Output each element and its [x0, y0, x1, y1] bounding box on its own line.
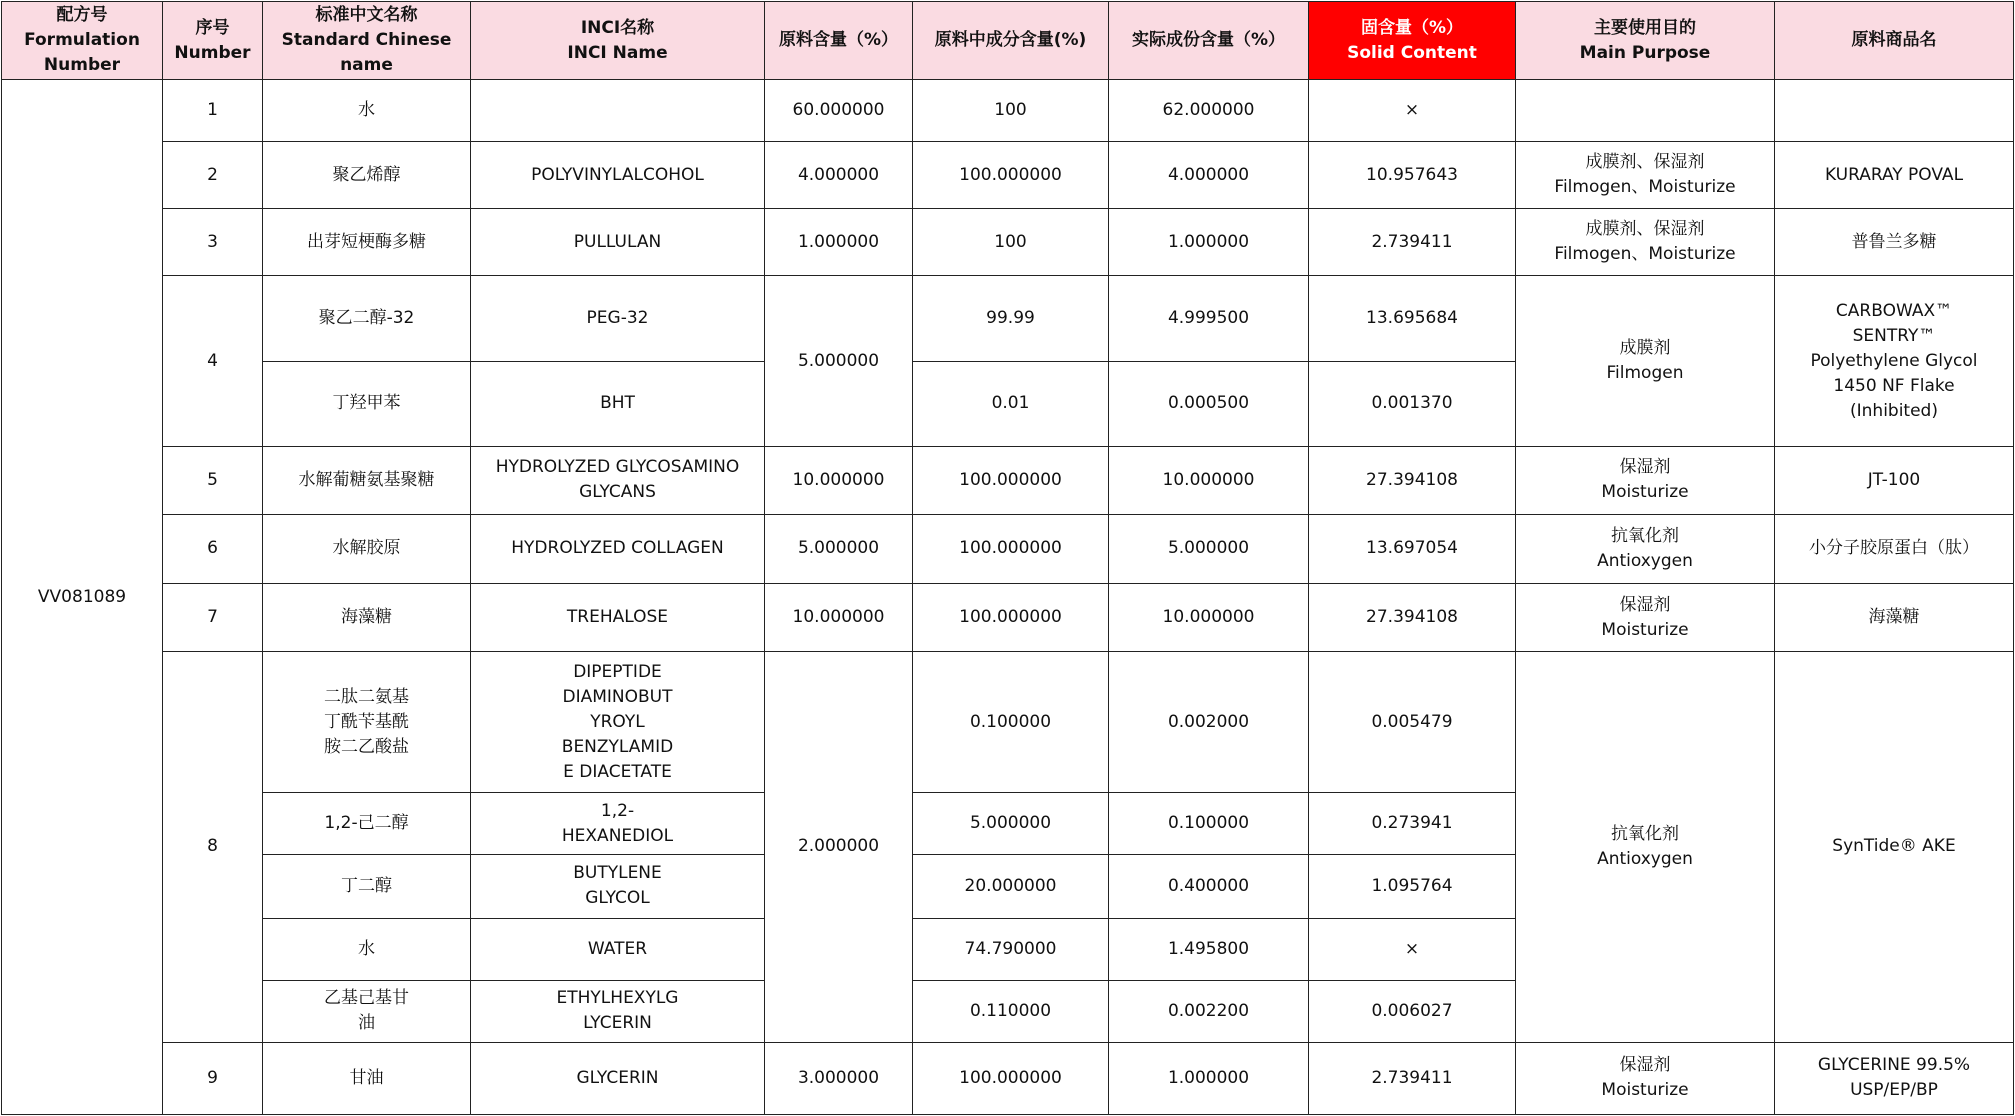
table-row [2, 80, 2014, 142]
solid-content-cell: 27.394108 [1309, 446, 1516, 514]
item-number: 2 [163, 142, 263, 209]
actual-content-cell: 0.002200 [1109, 980, 1309, 1042]
chinese-name-cell: 海藻糖 [263, 583, 471, 651]
solid-content-cell: 2.739411 [1309, 1042, 1516, 1114]
chinese-name-cell: 出芽短梗酶多糖 [263, 209, 471, 276]
header-solid-content: 固含量（%） Solid Content [1309, 2, 1516, 80]
item-number: 4 [163, 276, 263, 446]
component-content-cell: 100.000000 [913, 446, 1109, 514]
chinese-name-cell: 1,2-己二醇 [263, 793, 471, 855]
solid-content-cell: 0.005479 [1309, 652, 1516, 793]
raw-content-cell: 3.000000 [765, 1042, 913, 1114]
raw-content-cell: 5.000000 [765, 276, 913, 446]
actual-content-cell: 1.495800 [1109, 918, 1309, 980]
item-number: 7 [163, 583, 263, 651]
component-content-cell: 0.110000 [913, 980, 1109, 1042]
raw-content-cell: 10.000000 [765, 446, 913, 514]
main-purpose-cell: 保湿剂 Moisturize [1516, 446, 1775, 514]
raw-content-cell: 60.000000 [765, 80, 913, 142]
trade-name-cell: CARBOWAX™ SENTRY™ Polyethylene Glycol 1450 NF Flake (Inhibited) [1775, 276, 2014, 446]
inci-name-cell: POLYVINYLALCOHOL [471, 142, 765, 209]
component-content-cell: 0.01 [913, 361, 1109, 446]
table-row [2, 209, 2014, 276]
solid-content-cell: 0.273941 [1309, 793, 1516, 855]
actual-content-cell: 0.000500 [1109, 361, 1309, 446]
actual-content-cell: 10.000000 [1109, 583, 1309, 651]
solid-content-cell: × [1309, 918, 1516, 980]
component-content-cell: 100 [913, 80, 1109, 142]
main-purpose-cell: 成膜剂 Filmogen [1516, 276, 1775, 446]
header-actual-content: 实际成份含量（%） [1109, 2, 1309, 80]
chinese-name-cell: 二肽二氨基 丁酰苄基酰 胺二乙酸盐 [263, 652, 471, 793]
actual-content-cell: 4.999500 [1109, 276, 1309, 361]
solid-content-cell: 13.695684 [1309, 276, 1516, 361]
table-row [2, 446, 2014, 514]
main-purpose-cell: 成膜剂、保湿剂 Filmogen、Moisturize [1516, 142, 1775, 209]
raw-content-cell: 4.000000 [765, 142, 913, 209]
inci-name-cell [471, 80, 765, 142]
inci-name-cell: BHT [471, 361, 765, 446]
component-content-cell: 100.000000 [913, 142, 1109, 209]
main-purpose-cell: 保湿剂 Moisturize [1516, 583, 1775, 651]
main-purpose-cell: 抗氧化剂 Antioxygen [1516, 652, 1775, 1043]
table-row [2, 514, 2014, 583]
component-content-cell: 99.99 [913, 276, 1109, 361]
formulation-number-cell: VV081089 [2, 80, 163, 1115]
actual-content-cell: 5.000000 [1109, 514, 1309, 583]
component-content-cell: 100.000000 [913, 514, 1109, 583]
trade-name-cell: 小分子胶原蛋白（肽） [1775, 514, 2014, 583]
header-row [2, 2, 2014, 80]
actual-content-cell: 0.400000 [1109, 855, 1309, 918]
actual-content-cell: 10.000000 [1109, 446, 1309, 514]
actual-content-cell: 1.000000 [1109, 209, 1309, 276]
inci-name-cell: TREHALOSE [471, 583, 765, 651]
component-content-cell: 5.000000 [913, 793, 1109, 855]
item-number: 5 [163, 446, 263, 514]
solid-content-cell: 13.697054 [1309, 514, 1516, 583]
main-purpose-cell: 保湿剂 Moisturize [1516, 1042, 1775, 1114]
actual-content-cell: 62.000000 [1109, 80, 1309, 142]
table-row [2, 652, 2014, 793]
raw-content-cell: 1.000000 [765, 209, 913, 276]
solid-content-cell: × [1309, 80, 1516, 142]
raw-content-cell: 2.000000 [765, 652, 913, 1043]
inci-name-cell: HYDROLYZED COLLAGEN [471, 514, 765, 583]
actual-content-cell: 0.002000 [1109, 652, 1309, 793]
trade-name-cell: KURARAY POVAL [1775, 142, 2014, 209]
raw-content-cell: 5.000000 [765, 514, 913, 583]
trade-name-cell: SynTide® AKE [1775, 652, 2014, 1043]
inci-name-cell: BUTYLENE GLYCOL [471, 855, 765, 918]
header-trade-name: 原料商品名 [1775, 2, 2014, 80]
chinese-name-cell: 聚乙二醇-32 [263, 276, 471, 361]
trade-name-cell: GLYCERINE 99.5% USP/EP/BP [1775, 1042, 2014, 1114]
inci-name-cell: 1,2- HEXANEDIOL [471, 793, 765, 855]
chinese-name-cell: 丁羟甲苯 [263, 361, 471, 446]
inci-name-cell: DIPEPTIDE DIAMINOBUT YROYL BENZYLAMID E DIACETATE [471, 652, 765, 793]
chinese-name-cell: 聚乙烯醇 [263, 142, 471, 209]
solid-content-cell: 10.957643 [1309, 142, 1516, 209]
header-component-content: 原料中成分含量(%) [913, 2, 1109, 80]
inci-name-cell: WATER [471, 918, 765, 980]
component-content-cell: 100 [913, 209, 1109, 276]
trade-name-cell [1775, 80, 2014, 142]
solid-content-cell: 0.001370 [1309, 361, 1516, 446]
formulation-table [1, 1, 2014, 1115]
header-main-purpose: 主要使用目的 Main Purpose [1516, 2, 1775, 80]
component-content-cell: 74.790000 [913, 918, 1109, 980]
component-content-cell: 100.000000 [913, 583, 1109, 651]
table-row [2, 1042, 2014, 1114]
header-raw-content: 原料含量（%） [765, 2, 913, 80]
component-content-cell: 20.000000 [913, 855, 1109, 918]
inci-name-cell: HYDROLYZED GLYCOSAMINO GLYCANS [471, 446, 765, 514]
chinese-name-cell: 丁二醇 [263, 855, 471, 918]
actual-content-cell: 4.000000 [1109, 142, 1309, 209]
table-row [2, 583, 2014, 651]
inci-name-cell: GLYCERIN [471, 1042, 765, 1114]
chinese-name-cell: 水 [263, 80, 471, 142]
header-formulation-number: 配方号 Formulation Number [2, 2, 163, 80]
chinese-name-cell: 水 [263, 918, 471, 980]
chinese-name-cell: 乙基己基甘 油 [263, 980, 471, 1042]
actual-content-cell: 0.100000 [1109, 793, 1309, 855]
item-number: 1 [163, 80, 263, 142]
solid-content-cell: 2.739411 [1309, 209, 1516, 276]
inci-name-cell: ETHYLHEXYLG LYCERIN [471, 980, 765, 1042]
solid-content-cell: 27.394108 [1309, 583, 1516, 651]
main-purpose-cell [1516, 80, 1775, 142]
main-purpose-cell: 抗氧化剂 Antioxygen [1516, 514, 1775, 583]
inci-name-cell: PEG-32 [471, 276, 765, 361]
table-row [2, 142, 2014, 209]
trade-name-cell: 海藻糖 [1775, 583, 2014, 651]
main-purpose-cell: 成膜剂、保湿剂 Filmogen、Moisturize [1516, 209, 1775, 276]
chinese-name-cell: 水解胶原 [263, 514, 471, 583]
solid-content-cell: 1.095764 [1309, 855, 1516, 918]
header-inci-name: INCI名称 INCI Name [471, 2, 765, 80]
item-number: 8 [163, 652, 263, 1043]
inci-name-cell: PULLULAN [471, 209, 765, 276]
item-number: 9 [163, 1042, 263, 1114]
chinese-name-cell: 水解葡糖氨基聚糖 [263, 446, 471, 514]
trade-name-cell: 普鲁兰多糖 [1775, 209, 2014, 276]
raw-content-cell: 10.000000 [765, 583, 913, 651]
trade-name-cell: JT-100 [1775, 446, 2014, 514]
component-content-cell: 100.000000 [913, 1042, 1109, 1114]
header-number: 序号 Number [163, 2, 263, 80]
table-row [2, 276, 2014, 361]
component-content-cell: 0.100000 [913, 652, 1109, 793]
item-number: 6 [163, 514, 263, 583]
chinese-name-cell: 甘油 [263, 1042, 471, 1114]
solid-content-cell: 0.006027 [1309, 980, 1516, 1042]
item-number: 3 [163, 209, 263, 276]
actual-content-cell: 1.000000 [1109, 1042, 1309, 1114]
header-chinese-name: 标准中文名称 Standard Chinese name [263, 2, 471, 80]
